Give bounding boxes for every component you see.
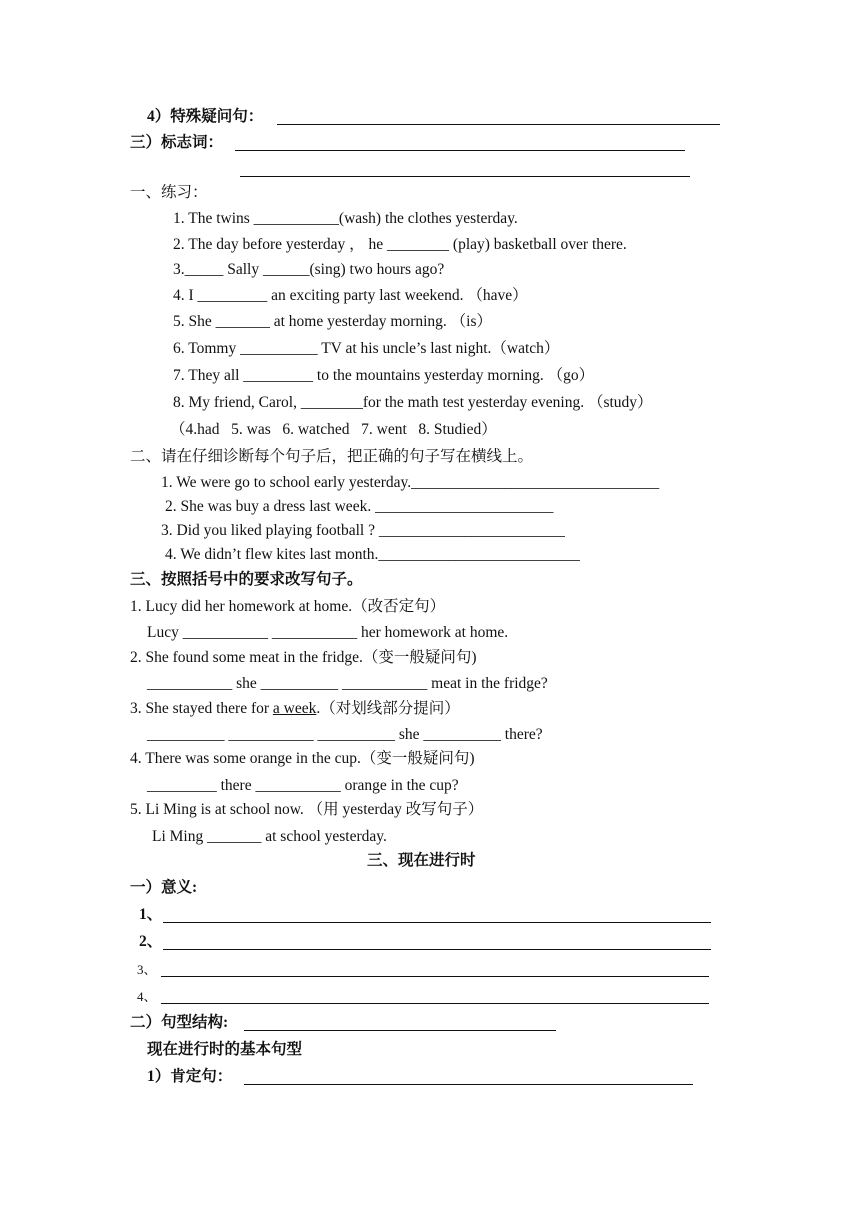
answer-line [244, 1084, 693, 1085]
answer-line [235, 150, 685, 151]
exercise-item: 5. She _______ at home yesterday morning. （is） [173, 313, 492, 330]
meaning-item-label: 2、 [139, 933, 163, 950]
exercise-item: 3. Did you liked playing football ? ________________________ [161, 522, 565, 539]
underlined-phrase: a week [272, 700, 317, 717]
meaning-label: 一）意义: [130, 879, 198, 896]
section-title: 三、现在进行时 [367, 852, 476, 869]
exercise-answer: Li Ming _______ at school yesterday. [152, 828, 387, 845]
exercise-item: 3._____ Sally ______(sing) two hours ago? [173, 261, 445, 278]
exercise-question [130, 700, 460, 718]
signal-words-label: 三）标志词： [130, 134, 224, 151]
exercise-item: 1. The twins ___________(wash) the clothes yesterday. [173, 210, 518, 227]
question-text: 3. She stayed there for [130, 700, 273, 717]
exercise-question: 1. Lucy did her homework at home.（改否定句） [130, 598, 446, 615]
answer-line [277, 124, 720, 125]
exercise-answer: _________ there ___________ orange in the cup? [147, 777, 459, 794]
exercise-heading: 一、练习： [130, 184, 208, 201]
answer-line [161, 976, 709, 977]
special-question-label: 4）特殊疑问句： [147, 108, 264, 125]
exercise-heading: 二、请在仔细诊断每个句子后，把正确的句子写在横线上。 [130, 448, 534, 465]
positive-sentence-label: 1）肯定句： [147, 1068, 233, 1085]
exercise-item: 2. She was buy a dress last week. _______________________ [165, 498, 554, 515]
exercise-item: 4. We didn’t flew kites last month.__________________________ [165, 546, 580, 563]
exercise-item: 2. The day before yesterday ， he ________ (play) basketball over there. [173, 236, 627, 253]
exercise-question: 4. There was some orange in the cup.（变一般疑问句) [130, 750, 475, 767]
answer-line [161, 1003, 709, 1004]
exercise-item: 8. My friend, Carol, ________for the math test yesterday evening. （study） [173, 394, 653, 411]
question-instruction: .（对划线部分提问） [316, 700, 460, 717]
meaning-item-label: 3、 [137, 962, 157, 977]
basic-pattern-heading: 现在进行时的基本句型 [147, 1041, 303, 1058]
exercise-question: 2. She found some meat in the fridge.（变一般疑问句) [130, 649, 477, 666]
exercise-item: 1. We were go to school early yesterday.________________________________ [161, 474, 660, 491]
structure-label: 二）句型结构: [130, 1014, 229, 1031]
exercise-item: 6. Tommy __________ TV at his uncle’s last night.（watch） [173, 340, 560, 357]
answer-line [240, 176, 690, 177]
exercise-answer: __________ ___________ __________ she __________ there? [147, 726, 543, 743]
exercise-item: 7. They all _________ to the mountains yesterday morning. （go） [173, 367, 595, 384]
exercise-question: 5. Li Ming is at school now. （用 yesterday 改写句子） [130, 801, 484, 818]
meaning-item-label: 4、 [137, 989, 157, 1004]
meaning-item-label: 1、 [139, 906, 163, 923]
exercise-answer: Lucy ___________ ___________ her homework at home. [147, 624, 509, 641]
answer-key: （4.had 5. was 6. watched 7. went 8. Studied） [170, 421, 497, 438]
answer-line [163, 922, 711, 923]
answer-line [244, 1030, 556, 1031]
answer-line [163, 949, 711, 950]
exercise-heading: 三、按照括号中的要求改写句子。 [130, 571, 363, 588]
exercise-answer: ___________ she __________ ___________ meat in the fridge? [147, 675, 548, 692]
exercise-item: 4. I _________ an exciting party last weekend. （have） [173, 287, 528, 304]
